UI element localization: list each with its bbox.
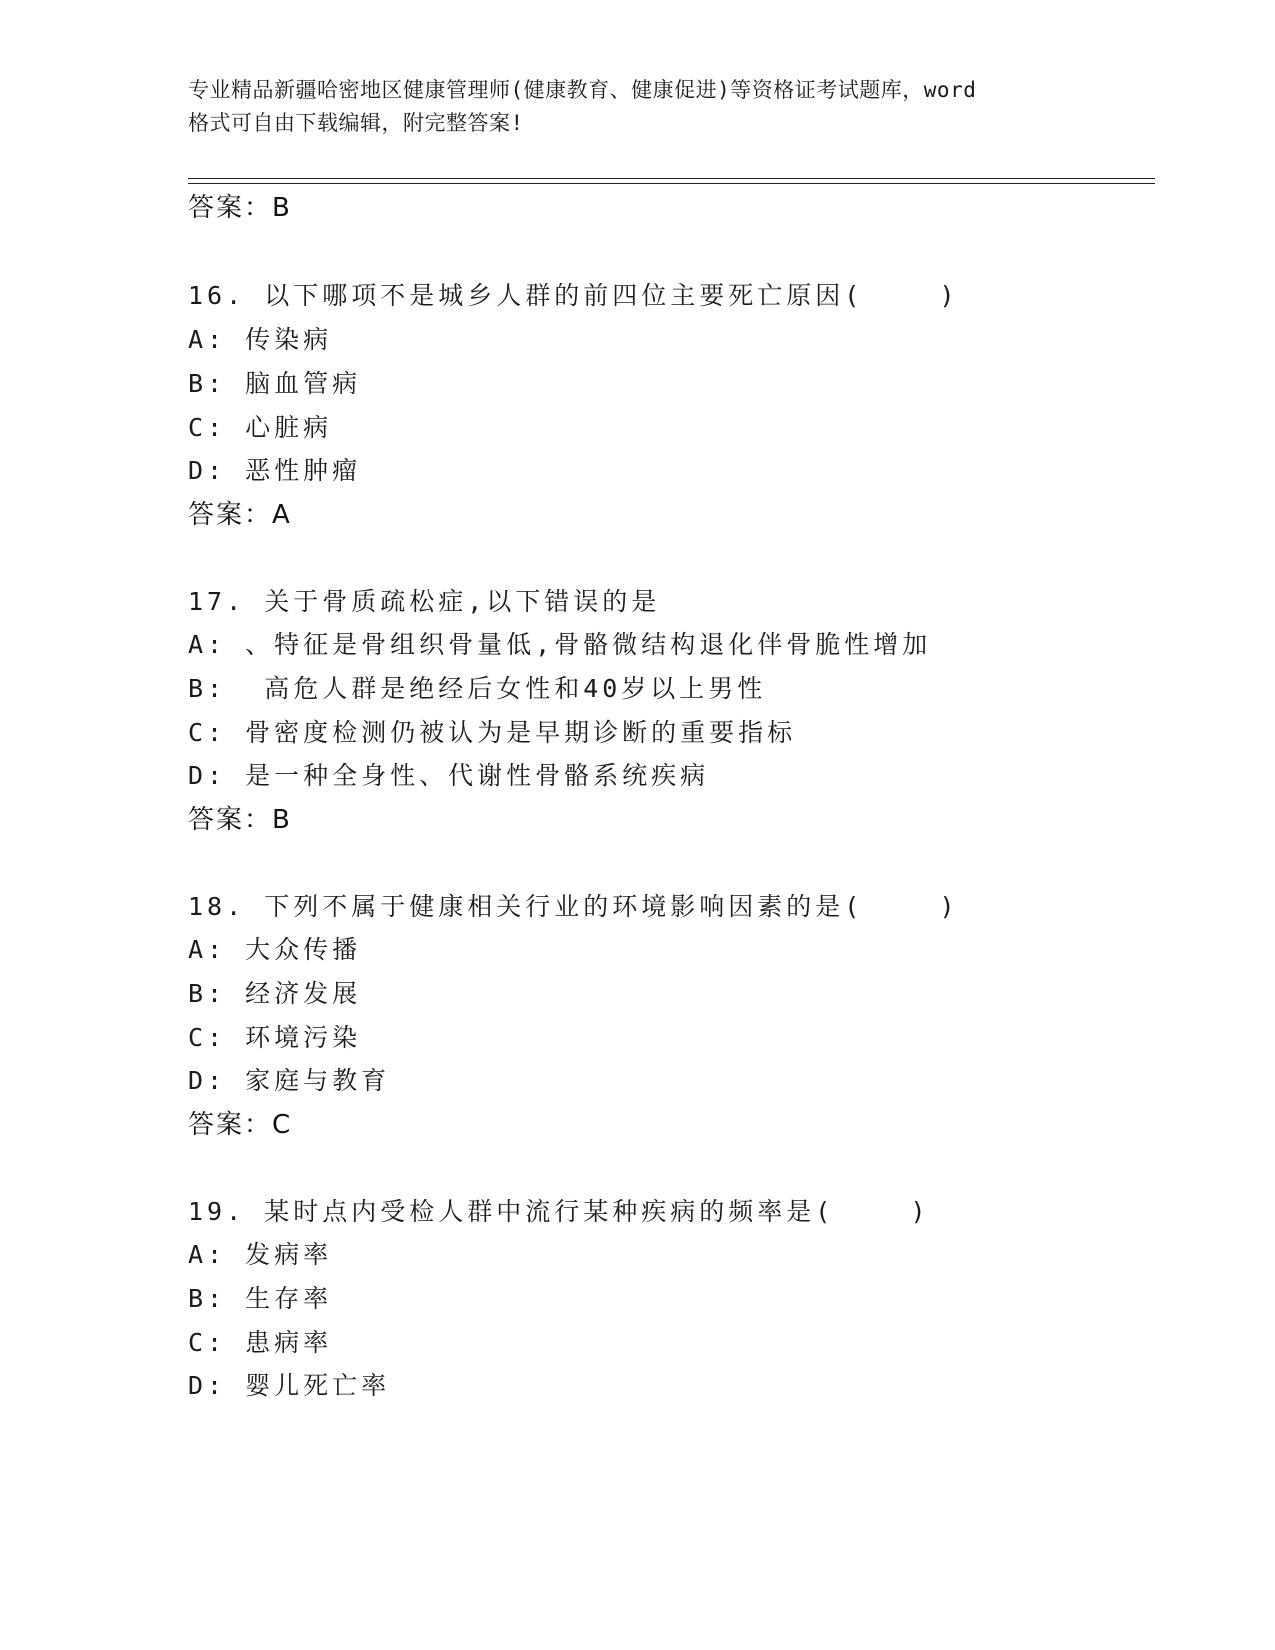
question-18-option-b: B: 经济发展 <box>188 979 362 1008</box>
question-18-option-d: D: 家庭与教育 <box>188 1066 391 1095</box>
document-header <box>188 74 1088 140</box>
question-19-stem: 19. 某时点内受检人群中流行某种疾病的频率是( ) <box>188 1197 930 1226</box>
question-19-option-b: B: 生存率 <box>188 1284 333 1313</box>
question-16-answer: 答案：A <box>188 500 292 530</box>
question-17-option-d: D: 是一种全身性、代谢性骨骼系统疾病 <box>188 761 710 790</box>
question-18-option-c: C: 环境污染 <box>188 1023 362 1052</box>
question-16-stem: 16. 以下哪项不是城乡人群的前四位主要死亡原因( ) <box>188 281 959 310</box>
question-18-answer: 答案：C <box>188 1110 293 1140</box>
question-16-option-b: B: 脑血管病 <box>188 369 362 398</box>
question-16-option-a: A: 传染病 <box>188 325 333 354</box>
question-16-option-d: D: 恶性肿瘤 <box>188 456 362 485</box>
question-19-option-d: D: 婴儿死亡率 <box>188 1371 391 1400</box>
question-19-option-a: A: 发病率 <box>188 1240 333 1269</box>
question-19-option-c: C: 患病率 <box>188 1328 333 1357</box>
question-18-stem: 18. 下列不属于健康相关行业的环境影响因素的是( ) <box>188 892 959 921</box>
header-rule-bottom <box>188 183 1155 184</box>
question-17-stem: 17. 关于骨质疏松症,以下错误的是 <box>188 587 661 616</box>
question-17-option-c: C: 骨密度检测仍被认为是早期诊断的重要指标 <box>188 718 797 747</box>
header-line-1: 专业精品新疆哈密地区健康管理师(健康教育、健康促进)等资格证考试题库，word <box>188 78 977 102</box>
question-17-option-b: B: 高危人群是绝经后女性和40岁以上男性 <box>188 674 767 703</box>
question-17-answer: 答案：B <box>188 805 292 835</box>
question-18-option-a: A: 大众传播 <box>188 935 362 964</box>
previous-answer: 答案：B <box>188 193 292 223</box>
question-16-option-c: C: 心脏病 <box>188 413 333 442</box>
question-17-option-a: A: 、特征是骨组织骨量低,骨骼微结构退化伴骨脆性增加 <box>188 630 932 659</box>
header-line-2: 格式可自由下载编辑，附完整答案! <box>188 111 524 135</box>
header-rule-top <box>188 178 1155 179</box>
